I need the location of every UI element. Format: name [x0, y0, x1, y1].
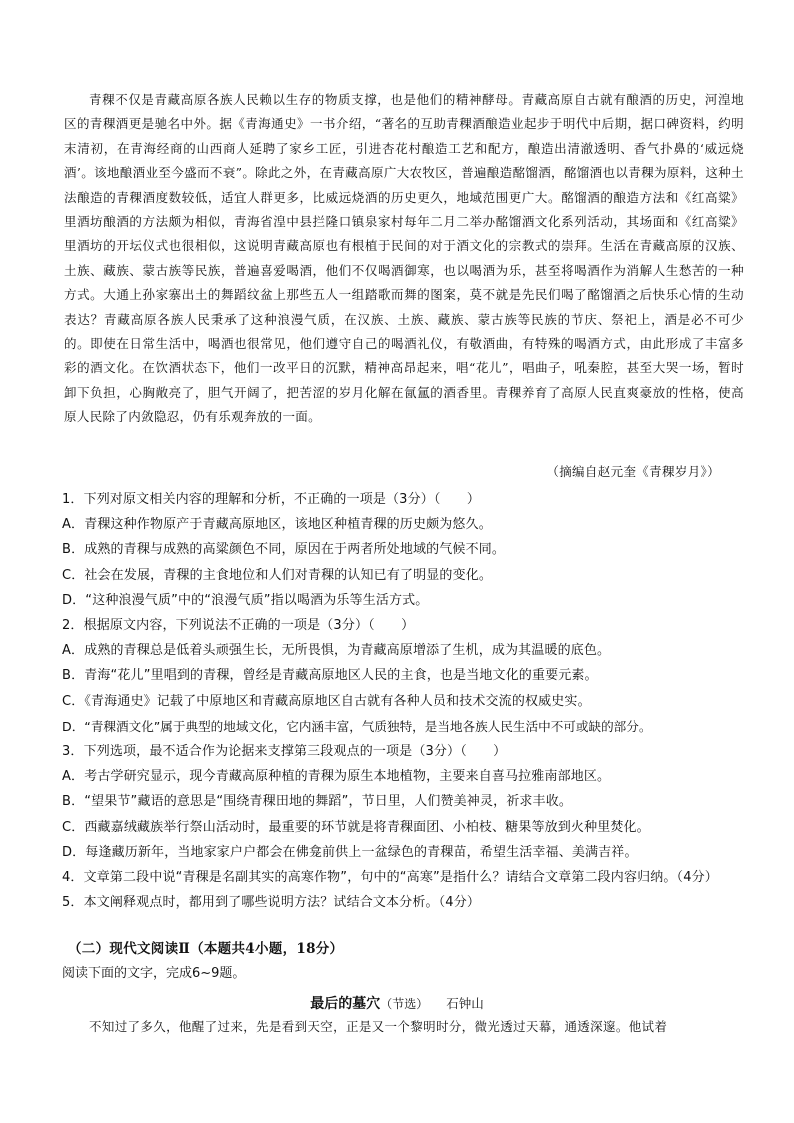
question-1-option-a: A．青稞这种作物原产于青藏高原地区，该地区种植青稞的历史颇为悠久。 — [62, 517, 492, 533]
question-2-option-a: A．成熟的青稞总是低着头顽强生长，无所畏惧，为青藏高原增添了生机，成为其温暖的底色。 — [62, 643, 611, 659]
question-4: 4．文章第二段中说“青稞是名副其实的高寒作物”，句中的“高寒”是指什么？请结合文章第二段内容归纳。（4分） — [62, 870, 718, 886]
story-opening-text: 不知过了多久，他醒了过来，先是看到天空，正是又一个黎明时分，微光透过天幕，通透深邃。他试着 — [89, 1019, 668, 1034]
question-3-option-c: C．西藏嘉绒藏族举行祭山活动时，最重要的环节就是将青稞面团、小柏枝、糖果等放到火种里焚化。 — [62, 819, 650, 835]
question-3-option-b: B．“望果节”藏语的意思是“围绕青稞田地的舞蹈”，节日里，人们赞美神灵，祈求丰收。 — [62, 794, 573, 810]
question-1-option-b: B．成熟的青稞与成熟的高粱颜色不同，原因在于两者所处地域的气候不同。 — [62, 542, 506, 558]
question-list — [62, 487, 748, 915]
question-3-option-a: A．考古学研究显示，现今青藏高原种植的青稞为原生本地植物，主要来自喜马拉雅南部地区。 — [62, 769, 611, 785]
passage-source: （摘编自赵元奎《青稞岁月》） — [546, 464, 720, 479]
question-2-option-b: B．青海“花儿”里唱到的青稞，曾经是青藏高原地区人民的主食，也是当地文化的重要元素。 — [62, 668, 598, 684]
question-5: 5．本文阐释观点时，都用到了哪些说明方法？试结合文本分析。（4分） — [62, 895, 480, 911]
question-2-option-c: C．《青海通史》记载了中原地区和青藏高原地区自古就有各种人员和技术交流的权威史实。 — [62, 693, 591, 709]
section-heading: （二）现代文阅读Ⅱ（本题共4小题，18分） — [68, 941, 344, 957]
question-1: 1．下列对原文相关内容的理解和分析，不正确的一项是（3分）（ ） — [62, 492, 480, 507]
passage-text: 青稞不仅是青藏高原各族人民赖以生存的物质支撑，也是他们的精神酵母。青藏高原自古就有酿酒的历史，河湟地区的青稞酒更是驰名中外。据《青海通史》一书介绍，“著名的互助青稞酒酿造业起步于明代中后期，据口碑资料，约明末清初，在青海经商的山西商人延聘了家乡工匠，引进杏花村酿造工艺和配方，酿造出清澈透明、香气扑鼻的‘威远烧酒’。该地酿酒业至今盛而不衰”。除此之外，在青藏高原广大农牧区，普遍酿造酩馏酒，酩馏酒也以青稞为原料，这种土法酿造的青稞酒度数较低，适宜人群更多，比威远烧酒的历史更久，地域范围更广大。酩馏酒的酿造方法和《红高粱》里酒坊酿酒的方法颇为相似，青海省湟中县拦隆口镇泉家村每年二月二举办酩馏酒文化系列活动，其场面和《红高粱》里酒坊的开坛仪式也很相似，这说明青藏高原也有根植于民间的对于酒文化的宗教式的崇拜。生活在青藏高原的汉族、土族、藏族、蒙古族等民族，普遍喜爱喝酒，他们不仅喝酒御寒，也以喝酒为乐，甚至将喝酒作为消解人生愁苦的一种方式。大通上孙家寨出土的舞蹈纹盆上那些五人一组踏歌而舞的图案，莫不就是先民们喝了酩馏酒之后快乐心情的生动表达？青藏高原各族人民秉承了这种浪漫气质，在汉族、土族、藏族、蒙古族等民族的节庆、祭祀上，酒是必不可少的。即使在日常生活中，喝酒也很常见，他们遵守自己的喝酒礼仪，有敬酒曲，有特殊的喝酒方式，由此形成了丰富多彩的酒文化。在饮酒状态下，他们一改平日的沉默，精神高昂起来，唱“花儿”，唱曲子，吼秦腔，甚至大哭一场，暂时卸下负担，心胸敞亮了，胆气开阔了，把苦涩的岁月化解在氤氲的酒香里。青稞养育了高原人民直爽豪放的性格，使高原人民除了内敛隐忍，仍有乐观奔放的一面。 — [64, 92, 744, 425]
section-instruction: 阅读下面的文字，完成6~9题。 — [62, 966, 246, 981]
story-title: 最后的墓穴 — [310, 996, 381, 1012]
question-2-option-d: D．“青稞酒文化”属于典型的地域文化，它内涵丰富，气质独特，是当地各族人民生活中不可或缺的部分。 — [62, 718, 652, 734]
question-3: 3．下列选项，最不适合作为论据来支撑第三段观点的一项是（3分）（ ） — [62, 744, 507, 760]
story-author: 石钟山 — [446, 996, 484, 1011]
question-2: 2．根据原文内容，下列说法不正确的一项是（3分）（ ） — [62, 618, 415, 634]
question-1-option-d: D．“这种浪漫气质”中的“浪漫气质”指以喝酒为乐等生活方式。 — [62, 592, 429, 608]
question-1-option-c: C．社会在发展，青稞的主食地位和人们对青稞的认知已有了明显的变化。 — [62, 567, 493, 583]
story-title-note: （节选） — [380, 997, 429, 1011]
story-title-row — [0, 993, 794, 1013]
question-3-option-d: D．每逢藏历新年，当地家家户户都会在佛龛前供上一盆绿色的青稞苗，希望生活幸福、美满吉祥。 — [62, 844, 638, 860]
